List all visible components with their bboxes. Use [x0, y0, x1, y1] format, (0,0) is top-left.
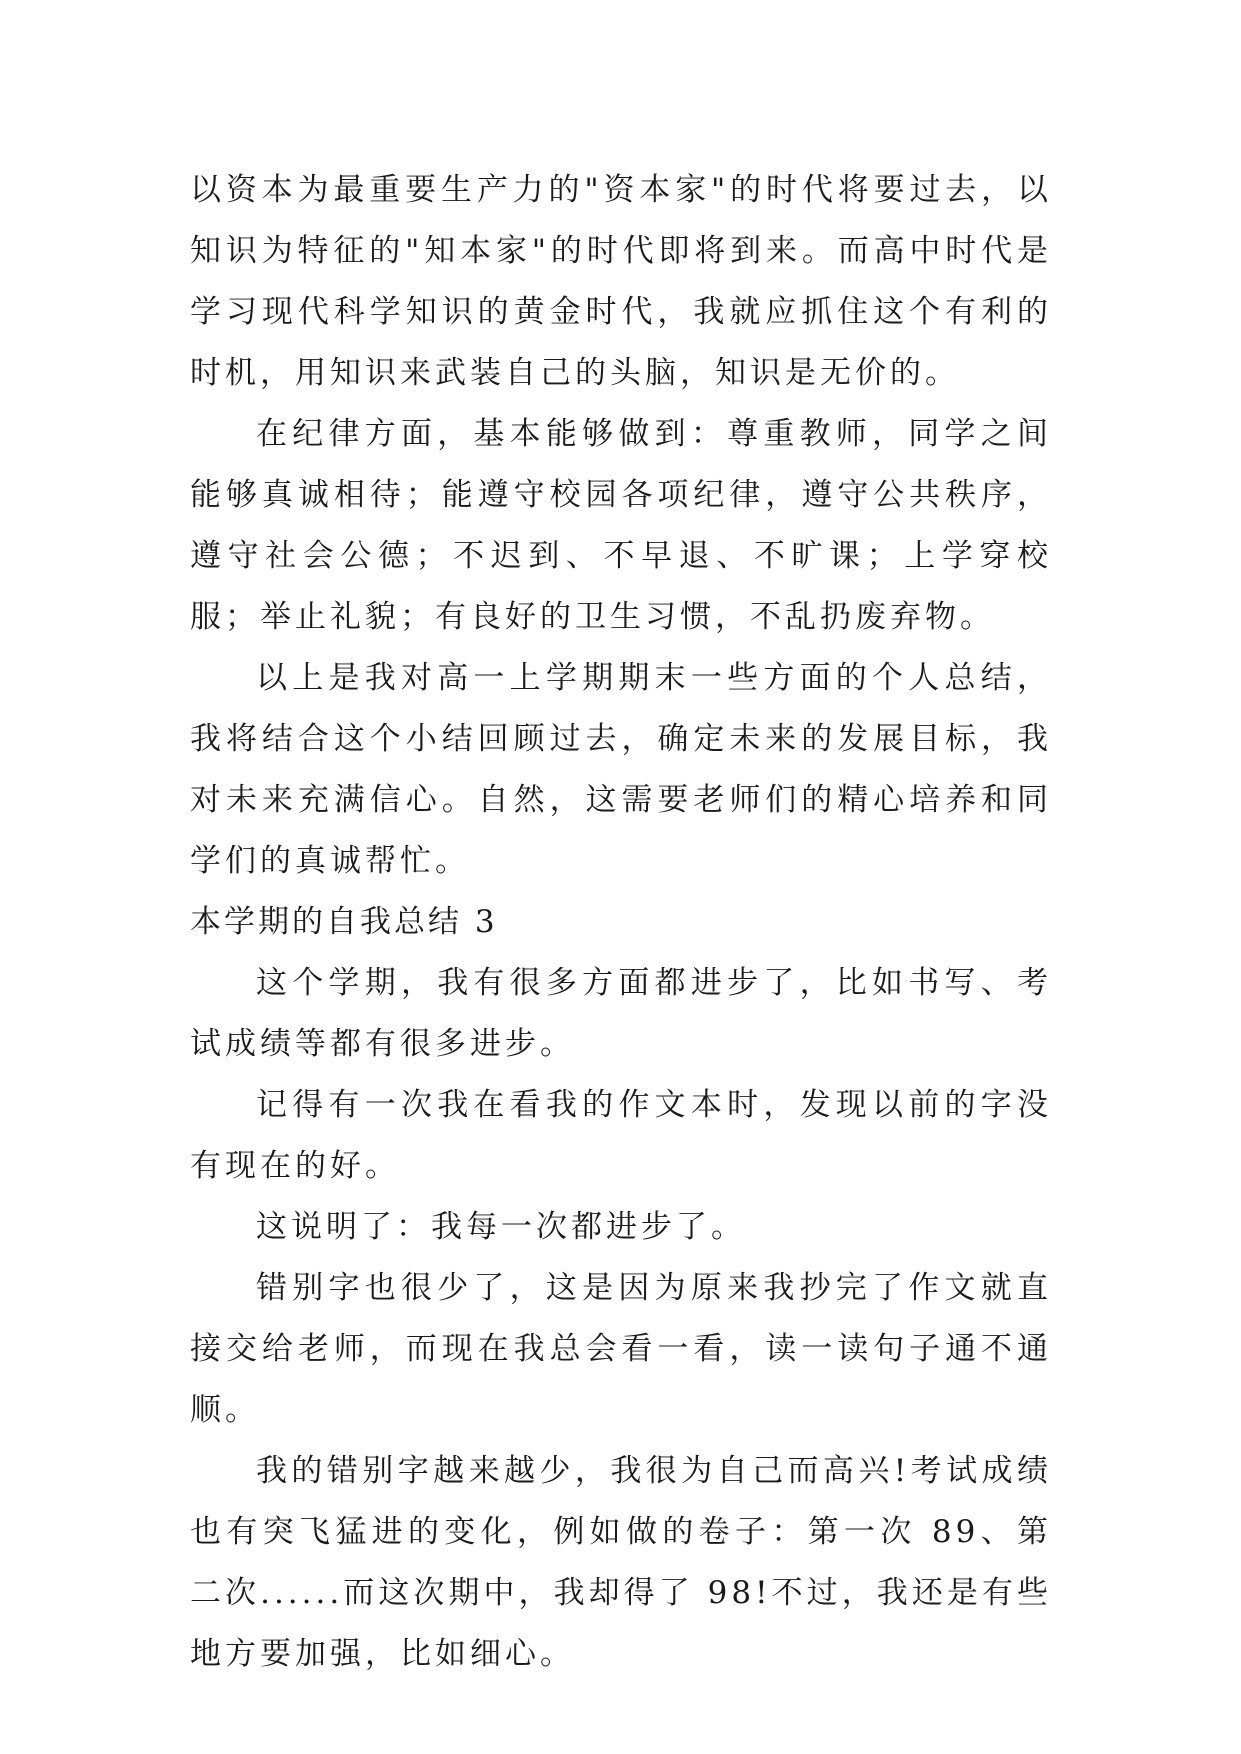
paragraph-typos: 错别字也很少了，这是因为原来我抄完了作文就直接交给老师，而现在我总会看一看，读一读句子通不通顺。 [190, 1270, 1052, 1428]
paragraph-progress-note: 这说明了：我每一次都进步了。 [256, 1209, 746, 1245]
paragraph-discipline: 在纪律方面，基本能够做到：尊重教师，同学之间能够真诚相待；能遵守校园各项纪律，遵守公共秩序，遵守社会公德；不迟到、不早退、不旷课；上学穿校服；举止礼貌；有良好的卫生习惯，不乱扔废弃物。 [190, 416, 1052, 635]
document-body [190, 160, 1052, 1685]
section-heading: 本学期的自我总结 3 [190, 904, 498, 940]
paragraph-knowledge-era: 以资本为最重要生产力的"资本家"的时代将要过去，以知识为特征的"知本家"的时代即将到来。而高中时代是学习现代科学知识的黄金时代，我就应抓住这个有利的时机，用知识来武装自己的头脑，知识是无价的。 [190, 172, 1052, 391]
paragraph-summary-conclusion: 以上是我对高一上学期期末一些方面的个人总结，我将结合这个小结回顾过去，确定未来的发展目标，我对未来充满信心。自然，这需要老师们的精心培养和同学们的真诚帮忙。 [190, 660, 1052, 879]
paragraph-exam-scores: 我的错别字越来越少，我很为自己而高兴!考试成绩也有突飞猛进的变化，例如做的卷子：第一次 89、第二次......而这次期中，我却得了 98!不过，我还是有些地方要加强，比如细心。 [190, 1453, 1052, 1672]
paragraph-composition-book: 记得有一次我在看我的作文本时，发现以前的字没有现在的好。 [190, 1087, 1052, 1184]
paragraph-semester-progress: 这个学期，我有很多方面都进步了，比如书写、考试成绩等都有很多进步。 [190, 965, 1052, 1062]
